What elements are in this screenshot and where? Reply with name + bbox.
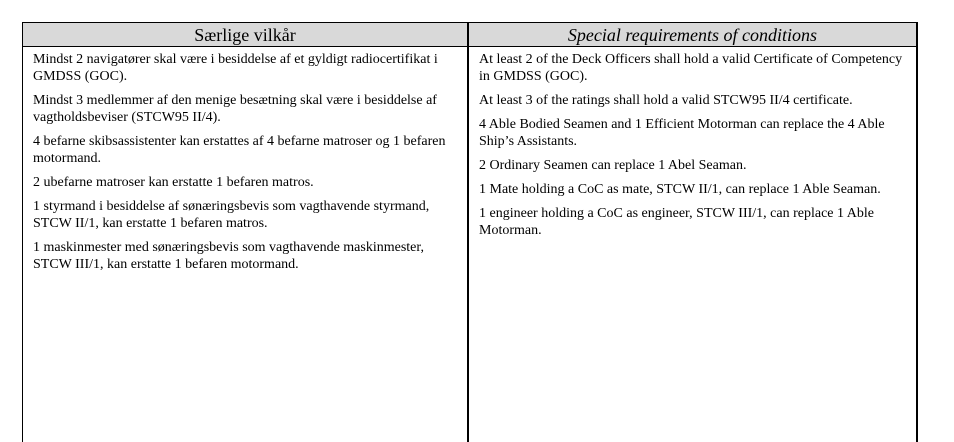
table-body-row — [23, 47, 916, 442]
danish-requirement-3: 4 befarne skibsassistenter kan erstattes af 4 befarne matroser og 1 befaren motormand. — [33, 134, 446, 166]
danish-requirement-1: Mindst 2 navigatører skal være i besiddelse af et gyldigt radiocertifikat i GMDSS (GOC). — [33, 52, 438, 84]
english-requirement-2: At least 3 of the ratings shall hold a valid STCW95 II/4 certificate. — [479, 93, 853, 108]
header-danish: Særlige vilkår — [23, 23, 469, 46]
header-english: Special requirements of conditions — [567, 24, 818, 45]
table-header-row — [23, 23, 916, 47]
requirements-table — [22, 22, 918, 442]
english-requirement-3: 4 Able Bodied Seamen and 1 Efficient Motorman can replace the 4 Able Ship’s Assistants. — [479, 117, 885, 149]
danish-requirement-2: Mindst 3 medlemmer af den menige besætning skal være i besiddelse af vagtholdsbeviser (STCW95 II/4). — [33, 93, 437, 125]
english-requirement-5: 1 Mate holding a CoC as mate, STCW II/1, can replace 1 Able Seaman. — [479, 182, 881, 197]
english-requirement-1: At least 2 of the Deck Officers shall hold a valid Certificate of Competency in GMDSS (GOC). — [479, 52, 903, 84]
english-column — [469, 47, 916, 442]
danish-requirement-5: 1 styrmand i besiddelse af sønæringsbevis som vagthavende styrmand, STCW II/1, kan erstatte 1 befaren matros. — [33, 199, 430, 231]
english-requirement-6: 1 engineer holding a CoC as engineer, STCW III/1, can replace 1 Able Motorman. — [479, 206, 874, 238]
danish-requirement-6: 1 maskinmester med sønæringsbevis som vagthavende maskinmester, STCW III/1, kan erstatte 1 befaren motormand. — [33, 240, 424, 272]
english-requirement-4: 2 Ordinary Seamen can replace 1 Abel Seaman. — [479, 158, 747, 173]
danish-requirement-4: 2 ubefarne matroser kan erstatte 1 befaren matros. — [33, 175, 314, 190]
danish-column — [23, 47, 469, 442]
